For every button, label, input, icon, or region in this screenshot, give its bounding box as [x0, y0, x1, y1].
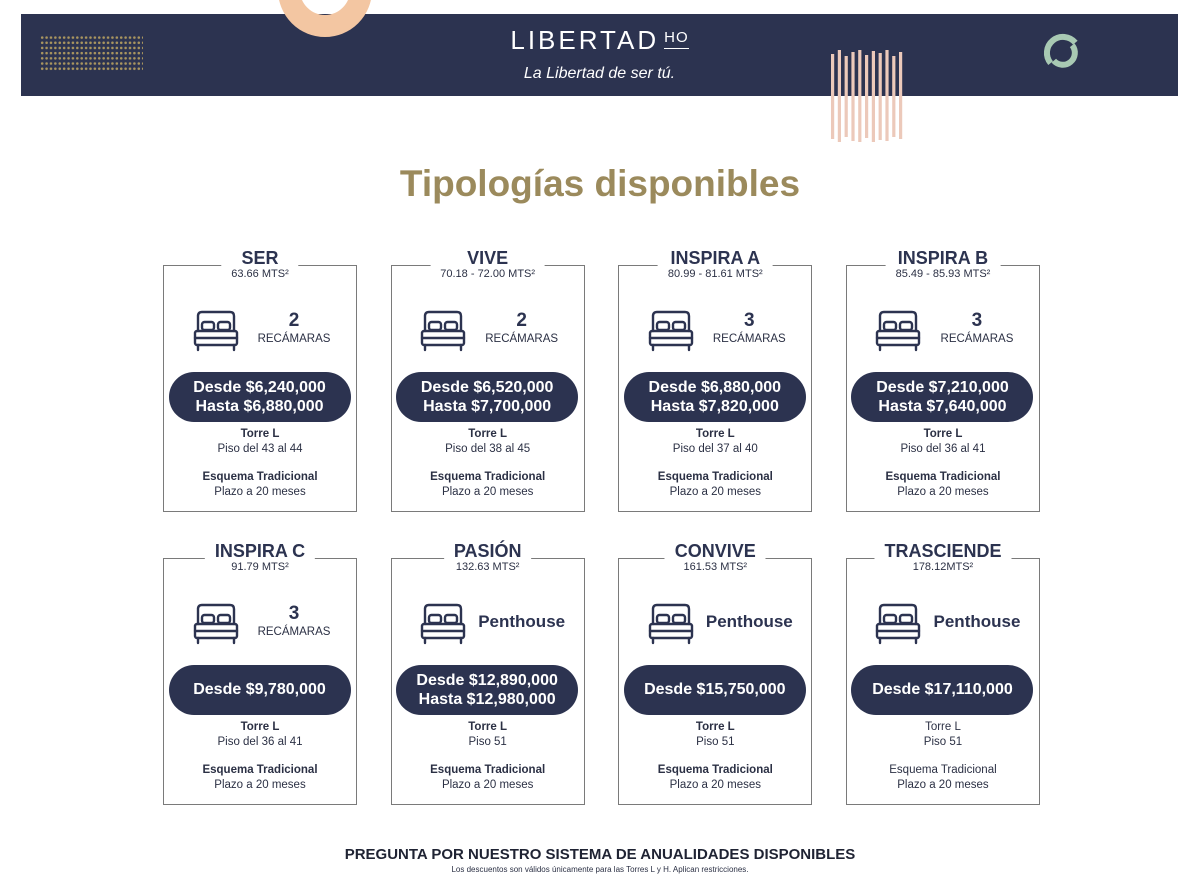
bed-icon [875, 603, 921, 645]
tower-info [847, 427, 1039, 457]
bedroom-label: RECÁMARAS [257, 333, 331, 345]
typology-name: PASIÓN [453, 541, 522, 561]
payment-info [392, 763, 584, 793]
bed-icon [193, 603, 239, 645]
tower-info [392, 427, 584, 457]
typology-area: 91.79 MTS² [231, 561, 289, 573]
bar-stripe [851, 52, 854, 141]
bar-stripe [858, 50, 861, 142]
card-label [430, 249, 545, 281]
typology-details [392, 427, 584, 500]
brand-suffix: HO [664, 30, 689, 49]
floor-range: Piso del 36 al 41 [900, 443, 986, 455]
peach-ring-decoration [275, 0, 375, 40]
tower-name: Torre L [923, 428, 963, 440]
tower-name: Torre L [240, 428, 280, 440]
card-label [665, 542, 766, 574]
payment-term: Plazo a 20 meses [669, 779, 762, 791]
tower-info [164, 427, 356, 457]
card-label [658, 249, 773, 281]
typology-area: 80.99 - 81.61 MTS² [667, 268, 763, 280]
price-to: Hasta $12,980,000 [418, 690, 556, 708]
typology-details [847, 427, 1039, 500]
typology-card-pasion [391, 541, 585, 805]
bedroom-number: 3 [744, 310, 755, 331]
typology-name: INSPIRA B [897, 248, 989, 268]
bedroom-number: 3 [288, 603, 300, 624]
bedroom-number: 2 [516, 310, 527, 331]
bedroom-count [699, 310, 799, 346]
bed-icon [193, 310, 239, 352]
payment-scheme: Esquema Tradicional [657, 471, 773, 483]
typology-area: 85.49 - 85.93 MTS² [895, 268, 991, 280]
bedroom-label: RECÁMARAS [940, 333, 1014, 345]
typology-name: INSPIRA A [670, 248, 761, 268]
floor-range: Piso del 38 al 45 [445, 443, 531, 455]
bar-stripe [872, 51, 875, 142]
price-from: Desde $6,520,000 [420, 378, 554, 396]
brand-name: LIBERTAD [510, 25, 660, 55]
tower-name: Torre L [240, 721, 280, 733]
bar-stripe [831, 54, 834, 139]
card-label [886, 249, 1001, 281]
tower-name: Torre L [468, 428, 508, 440]
tagline: La Libertad de ser tú. [523, 65, 676, 82]
typology-name: TRASCIENDE [884, 541, 1002, 561]
bedroom-label: RECÁMARAS [257, 626, 331, 638]
section-title: Tipologías disponibles [399, 163, 801, 204]
typology-card-inspira-b [846, 248, 1040, 512]
floor-range: Piso 51 [696, 736, 735, 748]
footer-disclaimer: Los descuentos son válidos únicamente para las Torres L y H. Aplican restricciones. [451, 865, 749, 874]
typology-details [164, 427, 356, 500]
unit-type-label: Penthouse [705, 611, 793, 631]
bar-stripe [845, 56, 848, 137]
typology-area: 161.53 MTS² [683, 561, 748, 573]
unit-type-label: Penthouse [933, 611, 1021, 631]
bed-icon [875, 310, 921, 352]
payment-info [619, 763, 811, 793]
tower-name: Torre L [695, 428, 735, 440]
payment-term: Plazo a 20 meses [669, 486, 762, 498]
tower-info [619, 427, 811, 457]
typology-details [619, 427, 811, 500]
bar-stripe [899, 52, 902, 139]
footer-headline: PREGUNTA POR NUESTRO SISTEMA DE ANUALIDADES DISPONIBLES [344, 846, 856, 863]
floor-range: Piso 51 [923, 736, 963, 748]
typology-card-trasciende [846, 541, 1040, 805]
bed-icon [648, 603, 694, 645]
price-from: Desde $9,780,000 [193, 681, 326, 698]
payment-info [164, 470, 356, 500]
payment-term: Plazo a 20 meses [214, 486, 306, 498]
tower-name: Torre L [695, 721, 735, 733]
typology-details [164, 720, 356, 793]
bedroom-label: RECÁMARAS [712, 333, 786, 345]
payment-term: Plazo a 20 meses [441, 486, 534, 498]
typology-name: CONVIVE [674, 541, 756, 561]
payment-scheme: Esquema Tradicional [202, 764, 318, 776]
typology-card-inspira-c [163, 541, 357, 805]
bedroom-count [244, 310, 344, 346]
typology-area: 132.63 MTS² [455, 561, 520, 573]
floor-range: Piso 51 [468, 736, 507, 748]
price-from: Desde $17,110,000 [872, 681, 1013, 698]
bed-icon [648, 310, 694, 352]
bedroom-count [472, 310, 572, 346]
typology-grid [163, 248, 1040, 805]
bedroom-count [244, 603, 344, 639]
payment-term: Plazo a 20 meses [897, 486, 989, 498]
price-pill [624, 372, 806, 422]
bedroom-label: RECÁMARAS [485, 333, 559, 345]
floor-range: Piso del 36 al 41 [217, 736, 303, 748]
typology-details [619, 720, 811, 793]
typology-card-inspira-a [618, 248, 812, 512]
vertical-bars-decoration [830, 50, 904, 142]
bar-stripe [865, 55, 868, 138]
brand-emblem-icon [1043, 30, 1083, 76]
tower-name: Torre L [468, 721, 508, 733]
price-from: Desde $6,240,000 [193, 378, 326, 396]
card-label [444, 542, 532, 574]
typology-area: 178.12MTS² [912, 561, 974, 573]
brand-logo [21, 25, 1178, 55]
payment-scheme: Esquema Tradicional [657, 764, 773, 776]
price-pill [396, 665, 578, 715]
price-pill [624, 665, 806, 715]
price-from: Desde $6,880,000 [648, 378, 782, 396]
payment-scheme: Esquema Tradicional [430, 764, 546, 776]
typology-card-convive [618, 541, 812, 805]
typology-name: SER [241, 248, 279, 268]
payment-scheme: Esquema Tradicional [885, 471, 1001, 483]
typology-name: INSPIRA C [214, 541, 306, 561]
card-label [874, 542, 1011, 574]
typology-card-ser [163, 248, 357, 512]
payment-info [847, 470, 1039, 500]
bed-icon [420, 603, 466, 645]
price-to: Hasta $7,700,000 [423, 397, 552, 415]
price-pill [396, 372, 578, 422]
bedroom-number: 2 [288, 310, 300, 331]
tower-info [392, 720, 584, 750]
typology-name: VIVE [467, 248, 509, 268]
bar-stripe [838, 50, 841, 142]
price-to: Hasta $6,880,000 [195, 397, 324, 415]
typology-details [847, 720, 1039, 793]
typology-card-vive [391, 248, 585, 512]
payment-term: Plazo a 20 meses [214, 779, 306, 791]
card-label [205, 542, 315, 574]
payment-scheme: Esquema Tradicional [202, 471, 318, 483]
card-label [221, 249, 298, 281]
payment-term: Plazo a 20 meses [441, 779, 534, 791]
payment-info [164, 763, 356, 793]
payment-scheme: Esquema Tradicional [430, 471, 546, 483]
bed-icon [420, 310, 466, 352]
price-from: Desde $7,210,000 [876, 378, 1009, 396]
bar-stripe [892, 56, 895, 137]
price-pill [851, 665, 1033, 715]
bedroom-count [927, 310, 1027, 346]
tower-info [619, 720, 811, 750]
price-to: Hasta $7,820,000 [650, 397, 779, 415]
unit-type-label: Penthouse [478, 611, 566, 631]
tower-name: Torre L [925, 721, 961, 733]
bar-stripe [879, 53, 882, 140]
price-from: Desde $12,890,000 [416, 671, 558, 689]
typology-area: 63.66 MTS² [231, 268, 289, 280]
typology-area: 70.18 - 72.00 MTS² [440, 268, 536, 280]
payment-info [392, 470, 584, 500]
payment-scheme: Esquema Tradicional [889, 764, 997, 776]
tower-info [847, 720, 1039, 750]
price-pill [169, 372, 351, 422]
payment-info [847, 763, 1039, 793]
payment-term: Plazo a 20 meses [897, 779, 989, 791]
price-pill [851, 372, 1033, 422]
floor-range: Piso del 37 al 40 [672, 443, 758, 455]
price-from: Desde $15,750,000 [644, 681, 786, 698]
bar-stripe [885, 50, 888, 141]
header-banner [21, 14, 1178, 96]
payment-info [619, 470, 811, 500]
floor-range: Piso del 43 al 44 [217, 443, 303, 455]
price-pill [169, 665, 351, 715]
bedroom-number: 3 [971, 310, 983, 331]
tower-info [164, 720, 356, 750]
typology-details [392, 720, 584, 793]
price-to: Hasta $7,640,000 [878, 397, 1007, 415]
